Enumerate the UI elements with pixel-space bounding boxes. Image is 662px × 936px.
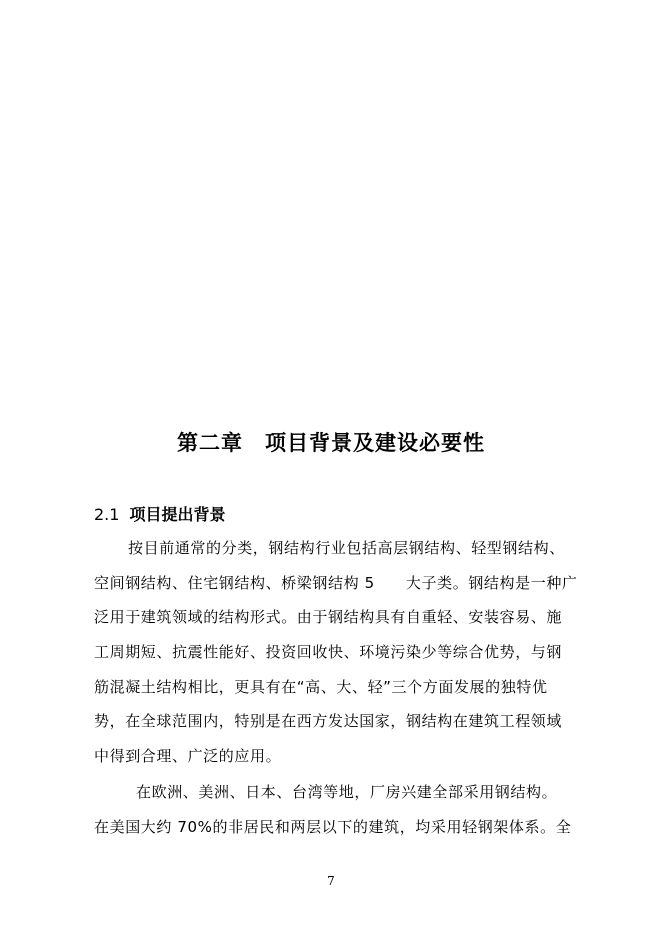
paragraph-line: 筋混凝土结构相比，更具有在“高、大、轻”三个方面发展的独特优 — [94, 678, 548, 696]
paragraph-line: 按目前通常的分类，钢结构行业包括高层钢结构、轻型钢结构、 — [128, 539, 565, 557]
paragraph-line: 泛用于建筑领域的结构形式。由于钢结构具有自重轻、安装容易、施 — [94, 608, 563, 626]
paragraph-line: 工周期短、抗震性能好、投资回收快、环境污染少等综合优势，与钢 — [94, 643, 563, 661]
section-title: 项目提出背景 — [129, 505, 226, 524]
paragraph-line: 在欧洲、美洲、日本、台湾等地，厂房兴建全部采用钢结构。 — [136, 783, 558, 801]
paragraph-line: 在美国大约 70%的非居民和两层以下的建筑，均采用轻钢架体系。全 — [94, 818, 572, 836]
paragraph-line: 中得到合理、广泛的应用。 — [94, 747, 282, 765]
page-number: 7 — [327, 874, 335, 888]
section-number: 2.1 — [94, 505, 120, 524]
paragraph-line: 空间钢结构、住宅钢结构、桥梁钢结构 5 大子类。钢结构是一种广 — [94, 574, 578, 592]
chapter-title: 第二章 项目背景及建设必要性 — [177, 431, 485, 455]
section-heading — [94, 502, 225, 525]
paragraph-line: 势，在全球范围内，特别是在西方发达国家，钢结构在建筑工程领域 — [94, 712, 563, 730]
